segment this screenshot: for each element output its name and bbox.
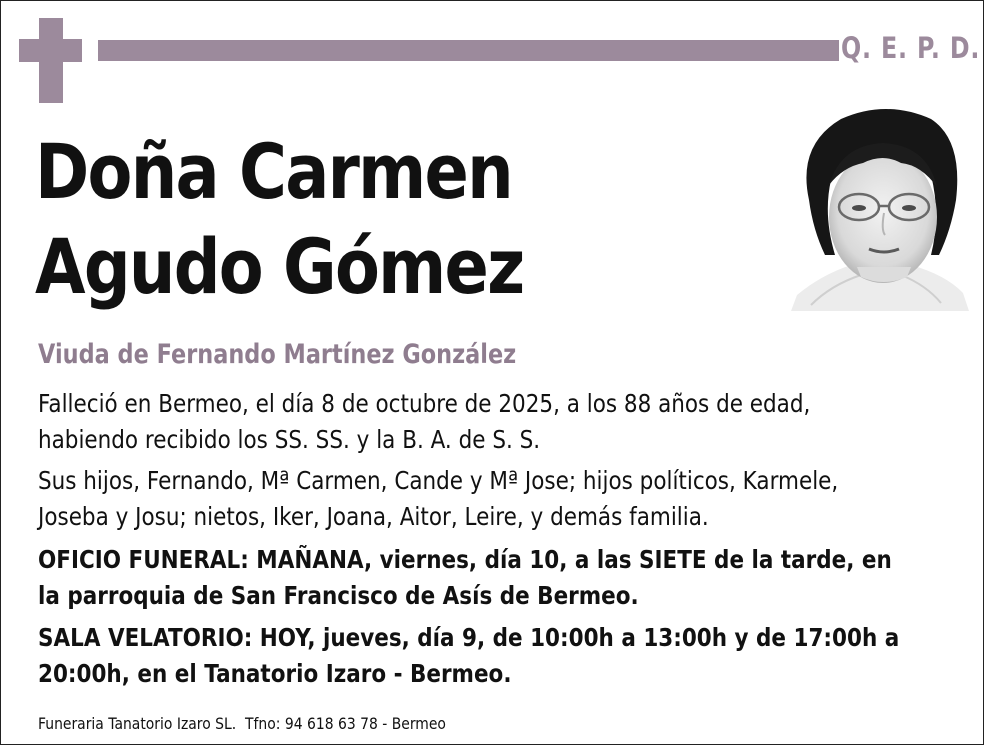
portrait-photo xyxy=(791,105,969,311)
family-line: Joseba y Josu; nietos, Iker, Joana, Aitor, Leire, y demás familia. xyxy=(38,502,709,531)
funeral-home-footer: Funeraria Tanatorio Izaro SL. Tfno: 94 618 63 78 - Bermeo xyxy=(38,714,446,733)
death-line: habiendo recibido los SS. SS. y la B. A. de S. S. xyxy=(38,425,541,454)
wake-line: SALA VELATORIO: HOY, jueves, día 9, de 10:00h a 13:00h y de 17:00h a xyxy=(38,623,900,652)
qepd-label: Q. E. P. D. xyxy=(841,31,981,65)
deceased-name-line2: Agudo Gómez xyxy=(35,222,524,311)
funeral-service-info xyxy=(38,542,892,614)
cross-icon-arm xyxy=(19,39,82,62)
widow-of-text: Viuda de Fernando Martínez González xyxy=(38,339,517,370)
deceased-name-line1: Doña Carmen xyxy=(35,127,512,216)
wake-room-info xyxy=(38,620,899,692)
header-bar xyxy=(98,40,839,61)
death-line: Falleció en Bermeo, el día 8 de octubre de 2025, a los 88 años de edad, xyxy=(38,389,811,418)
family-line: Sus hijos, Fernando, Mª Carmen, Cande y Mª Jose; hijos políticos, Karmele, xyxy=(38,466,839,495)
wake-line: 20:00h, en el Tanatorio Izaro - Bermeo. xyxy=(38,659,512,688)
family-announcement xyxy=(38,463,838,535)
funeral-line: OFICIO FUNERAL: MAÑANA, viernes, día 10, a las SIETE de la tarde, en xyxy=(38,545,892,574)
funeral-line: la parroquia de San Francisco de Asís de Bermeo. xyxy=(38,581,639,610)
death-announcement xyxy=(38,386,810,458)
